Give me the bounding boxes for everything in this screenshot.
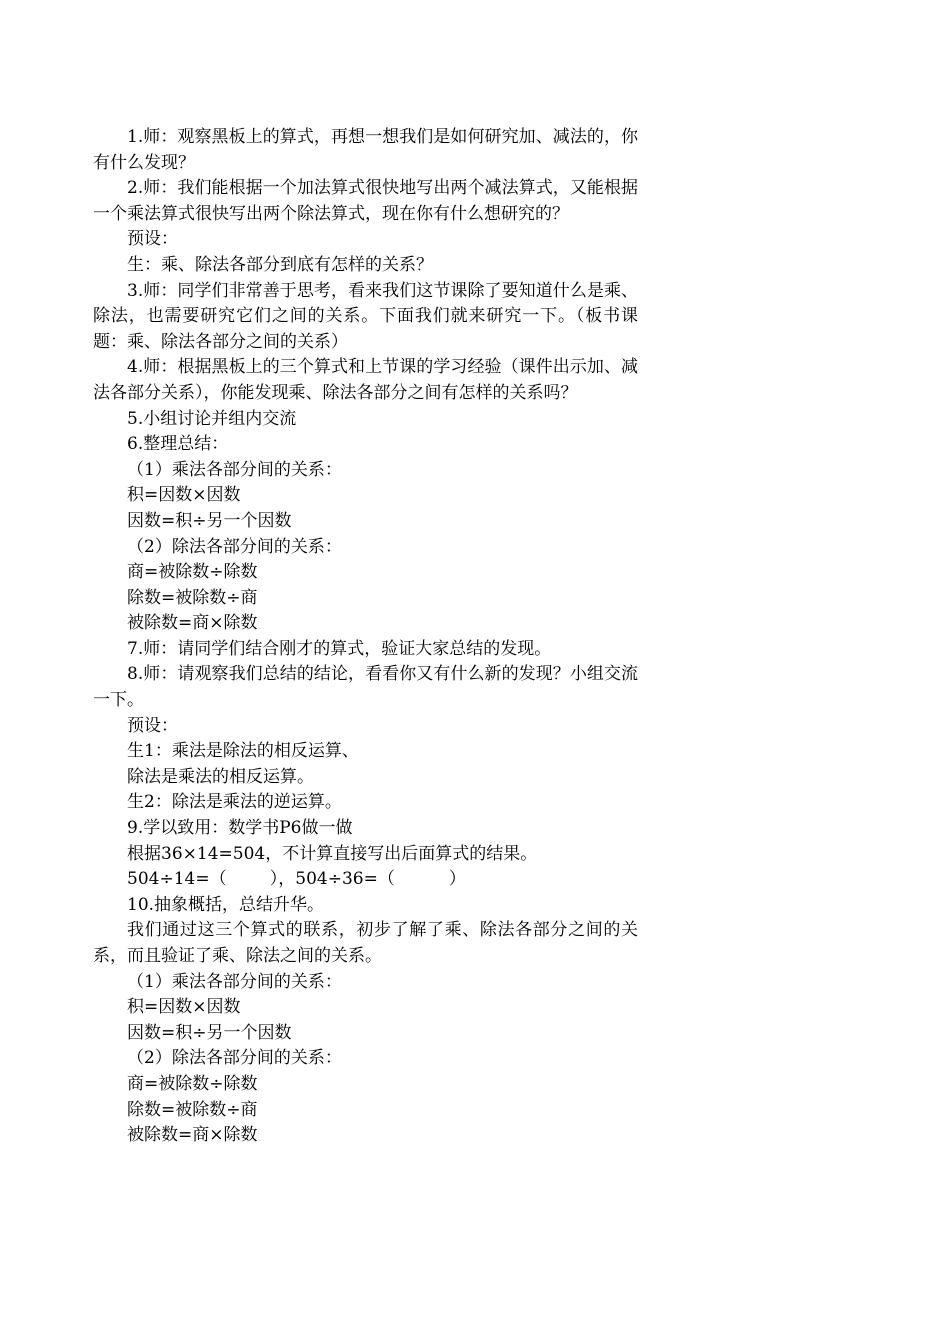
- student-answer-2: 生2：除法是乘法的逆运算。: [127, 792, 342, 813]
- multiplication-heading: （1）乘法各部分间的关系：: [127, 459, 342, 480]
- paragraph-2: 2.师：我们能根据一个加法算式很快地写出两个减法算式，又能根据一个乘法算式很快写出两个除法算式，现在你有什么想研究的？: [93, 178, 638, 224]
- paragraph-9: 9.学以致用：数学书P6做一做: [127, 818, 353, 839]
- formula-line: 因数=积÷另一个因数: [127, 510, 292, 531]
- student-question: 生：乘、除法各部分到底有怎样的关系？: [127, 254, 433, 275]
- paragraph-5: 5.小组讨论并组内交流: [127, 408, 297, 429]
- formula-line: 商=被除数÷除数: [127, 1073, 258, 1094]
- formula-line: 被除数=商×除数: [127, 613, 258, 634]
- formula-line: 被除数=商×除数: [127, 1125, 258, 1146]
- student-answer-1: 生1：乘法是除法的相反运算、: [127, 741, 359, 762]
- division-heading: （2）除法各部分间的关系：: [127, 536, 342, 557]
- paragraph-4: 4.师：根据黑板上的三个算式和上节课的学习经验（课件出示加、减法各部分关系），你能发现乘、除法各部分之间有怎样的关系吗？: [93, 357, 638, 403]
- summary-paragraph: 我们通过这三个算式的联系，初步了解了乘、除法各部分之间的关系，而且验证了乘、除法之间的关系。: [93, 920, 638, 966]
- preset-label: 预设：: [127, 715, 178, 736]
- paragraph-6: 6.整理总结：: [127, 434, 229, 455]
- paragraph-1: 1.师：观察黑板上的算式，再想一想我们是如何研究加、减法的，你有什么发现？: [93, 127, 638, 173]
- paragraph-7: 7.师：请同学们结合刚才的算式，验证大家总结的发现。: [127, 638, 552, 659]
- formula-line: 除数=被除数÷商: [127, 1099, 258, 1120]
- formula-line: 除数=被除数÷商: [127, 587, 258, 608]
- paragraph-3: 3.师：同学们非常善于思考，看来我们这节课除了要知道什么是乘、除法，也需要研究它们之间的关系。下面我们就来研究一下。（板书课题：乘、除法各部分之间的关系）: [93, 280, 638, 352]
- student-answer-1-cont: 除法是乘法的相反运算。: [127, 766, 314, 787]
- exercise-instruction: 根据36×14=504，不计算直接写出后面算式的结果。: [127, 843, 538, 864]
- formula-line: 因数=积÷另一个因数: [127, 1022, 292, 1043]
- paragraph-10: 10.抽象概括，总结升华。: [127, 894, 325, 915]
- document-body: [93, 125, 638, 1149]
- paragraph-8: 8.师：请观察我们总结的结论，看看你又有什么新的发现？小组交流一下。: [93, 664, 638, 711]
- division-heading: （2）除法各部分间的关系：: [127, 1048, 342, 1069]
- formula-line: 积=因数×因数: [127, 997, 241, 1018]
- preset-label: 预设：: [127, 229, 178, 250]
- multiplication-heading: （1）乘法各部分间的关系：: [127, 971, 342, 992]
- formula-line: 商=被除数÷除数: [127, 562, 258, 583]
- formula-line: 积=因数×因数: [127, 485, 241, 506]
- exercise-blanks: 504÷14=（ ），504÷36=（ ）: [127, 869, 466, 890]
